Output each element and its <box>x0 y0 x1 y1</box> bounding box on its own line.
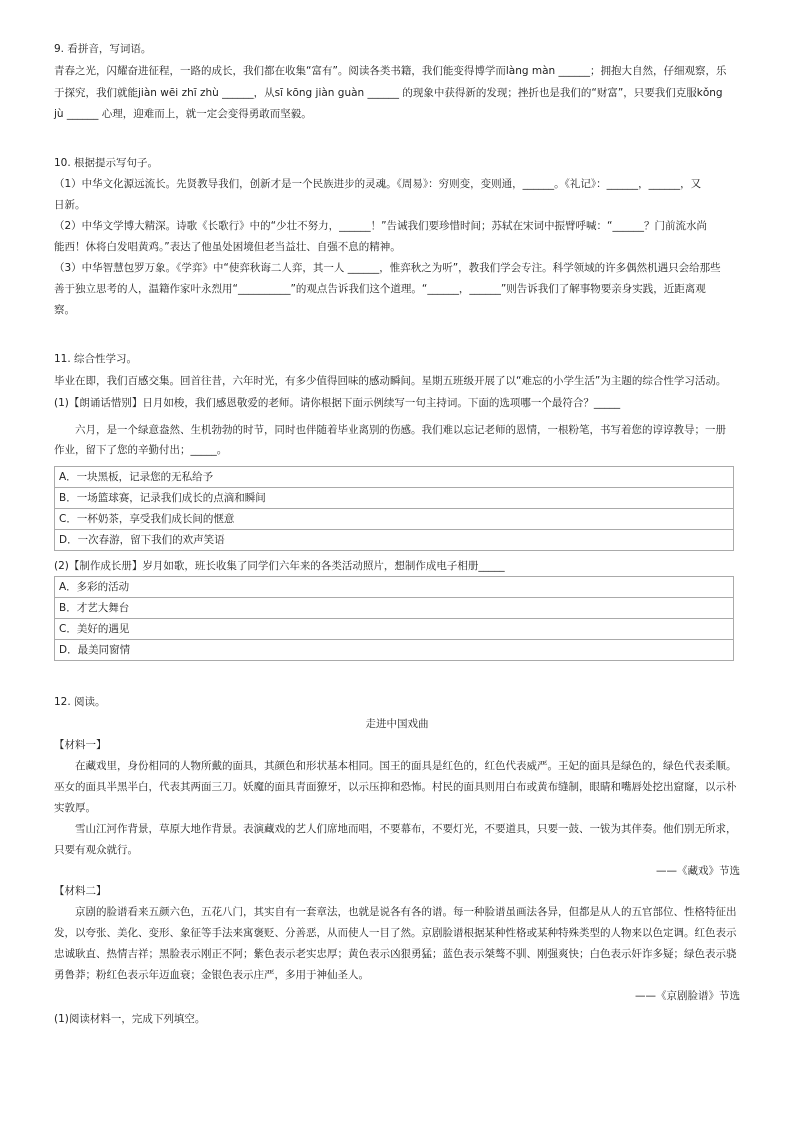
q12-sub-question-1: (1)阅读材料一，完成下列填空。 <box>54 1013 206 1025</box>
q9-line-2: 于探究，我们就能jiàn wēi zhī zhù ______，从sī kōng jiàn guàn ______ 的现象中获得新的发现；挫折也是我们的“财富”，只要我们克服kǒng <box>54 87 723 99</box>
material-2-line-1: 京剧的脸谱看来五颜六色，五花八门，其实自有一套章法，也就是说各有各的谱。每一种脸谱虽画法各异，但都是从人的五官部位、性格特征出 <box>75 906 737 918</box>
q10-line-2: 日新。 <box>54 199 86 211</box>
material-1-line-4: 雪山江河作背景，草原大地作背景。表演藏戏的艺人们席地而唱，不要幕布，不要灯光，不要道具，只要一鼓、一钹为其伴奏。他们别无所求， <box>75 823 737 835</box>
q11-part1-options <box>54 466 734 551</box>
q11-part2-options <box>54 576 734 661</box>
q10-title: 10. 根据提示写句子。 <box>54 157 159 169</box>
q11-title: 11. 综合性学习。 <box>54 353 138 365</box>
article-title: 走进中国戏曲 <box>365 718 429 730</box>
q11-part1-passage-2: 作业，留下了您的辛勤付出；_____。 <box>54 444 228 456</box>
material-2-label: 【材料二】 <box>54 885 107 897</box>
q10-line-3: （2）中华文学博大精深。诗歌《长歌行》中的“少壮不努力，______！”告诫我们要珍惜时间；苏轼在宋词中振臂呼喊：“______？门前流水尚 <box>54 220 707 232</box>
q11-intro: 毕业在即，我们百感交集。回首往昔，六年时光，有多少值得回味的感动瞬间。星期五班级开展了以“难忘的小学生活”为主题的综合性学习活动。 <box>54 375 727 387</box>
material-2-line-4: 勇鲁莽；粉红色表示年迈血衰；金银色表示庄严，多用于神仙圣人。 <box>54 969 369 981</box>
option-b[interactable]: B．才艺大舞台 <box>55 598 734 619</box>
material-1-source: ——《藏戏》节选 <box>656 865 740 877</box>
q11-part1-passage-1: 六月，是一个绿意盎然、生机勃勃的时节，同时也伴随着毕业离别的伤感。我们难以忘记老师的恩情，一根粉笔，书写着您的谆谆教导；一册 <box>75 424 726 436</box>
q9-line-1: 青春之光，闪耀奋进征程，一路的成长，我们都在收集“富有”。阅读各类书籍，我们能变得博学而làng màn ______；拥抱大自然，仔细观察，乐 <box>54 65 727 77</box>
material-1-line-1: 在藏戏里，身份相同的人物所戴的面具，其颜色和形状基本相同。国王的面具是红色的，红色代表威严。王妃的面具是绿色的，绿色代表柔顺。 <box>75 760 737 772</box>
material-1-line-5: 只要有观众就行。 <box>54 844 138 856</box>
material-2-source: ——《京剧脸谱》节选 <box>635 990 740 1002</box>
material-1-line-2: 巫女的面具半黑半白，代表其两面三刀。妖魔的面具青面獠牙，以示压抑和恐怖。村民的面具则用白布或黄布缝制，眼睛和嘴唇处挖出窟窿，以示朴 <box>54 781 737 793</box>
q11-part1-question: (1)【朗诵话惜别】日月如梭，我们感恩敬爱的老师。请你根据下面示例续写一句主持词。下面的选项哪一个最符合？_____ <box>54 397 621 409</box>
material-1-line-3: 实敦厚。 <box>54 802 96 814</box>
q12-title: 12. 阅读。 <box>54 696 106 708</box>
option-c[interactable]: C．一杯奶茶，享受我们成长间的惬意 <box>55 509 734 530</box>
option-d[interactable]: D．一次春游，留下我们的欢声笑语 <box>55 530 734 551</box>
q9-line-3: jù ______ 心理，迎难而上，就一定会变得勇敢而坚毅。 <box>54 108 312 120</box>
q9-title: 9. 看拼音，写词语。 <box>54 43 152 55</box>
q10-line-7: 察。 <box>54 304 75 316</box>
material-2-line-2: 发，以夸张、美化、变形、象征等手法来寓褒贬、分善恶，从而使人一目了然。京剧脸谱根据某种性格或某种特殊类型的人物来以色定调。红色表示 <box>54 927 737 939</box>
option-c[interactable]: C．美好的遇见 <box>55 619 734 640</box>
q10-line-4: 能西！休将白发唱黄鸡。”表达了他虽处困境但老当益壮、自强不息的精神。 <box>54 241 401 253</box>
option-a[interactable]: A．一块黑板，记录您的无私给予 <box>55 467 734 488</box>
q10-line-6: 善于独立思考的人，温籍作家叶永烈用“__________”的观点告诉我们这个道理。“______，______”则告诉我们了解事物要亲身实践，近距离观 <box>54 283 706 295</box>
material-2-line-3: 忠诚耿直、热情吉祥；黑脸表示刚正不阿；紫色表示老实忠厚；黄色表示凶狠勇猛；蓝色表示桀骜不驯、刚强爽快；白色表示奸诈多疑；绿色表示骁 <box>54 948 737 960</box>
option-d[interactable]: D．最美同窗情 <box>55 640 734 661</box>
material-1-label: 【材料一】 <box>54 739 107 751</box>
q10-line-5: （3）中华智慧包罗万象。《学弈》中“使弈秋诲二人弈，其一人 ______，惟弈秋之为听”，教我们学会专注。科学领域的许多偶然机遇只会给那些 <box>54 262 721 274</box>
option-a[interactable]: A．多彩的活动 <box>55 577 734 598</box>
option-b[interactable]: B．一场篮球赛，记录我们成长的点滴和瞬间 <box>55 488 734 509</box>
q11-part2-question: (2)【制作成长册】岁月如歌，班长收集了同学们六年来的各类活动照片，想制作成电子相册_____ <box>54 560 505 572</box>
q10-line-1: （1）中华文化源远流长。先贤教导我们，创新才是一个民族进步的灵魂。《周易》：穷则变，变则通，______。《礼记》：______，______，又 <box>54 178 702 190</box>
